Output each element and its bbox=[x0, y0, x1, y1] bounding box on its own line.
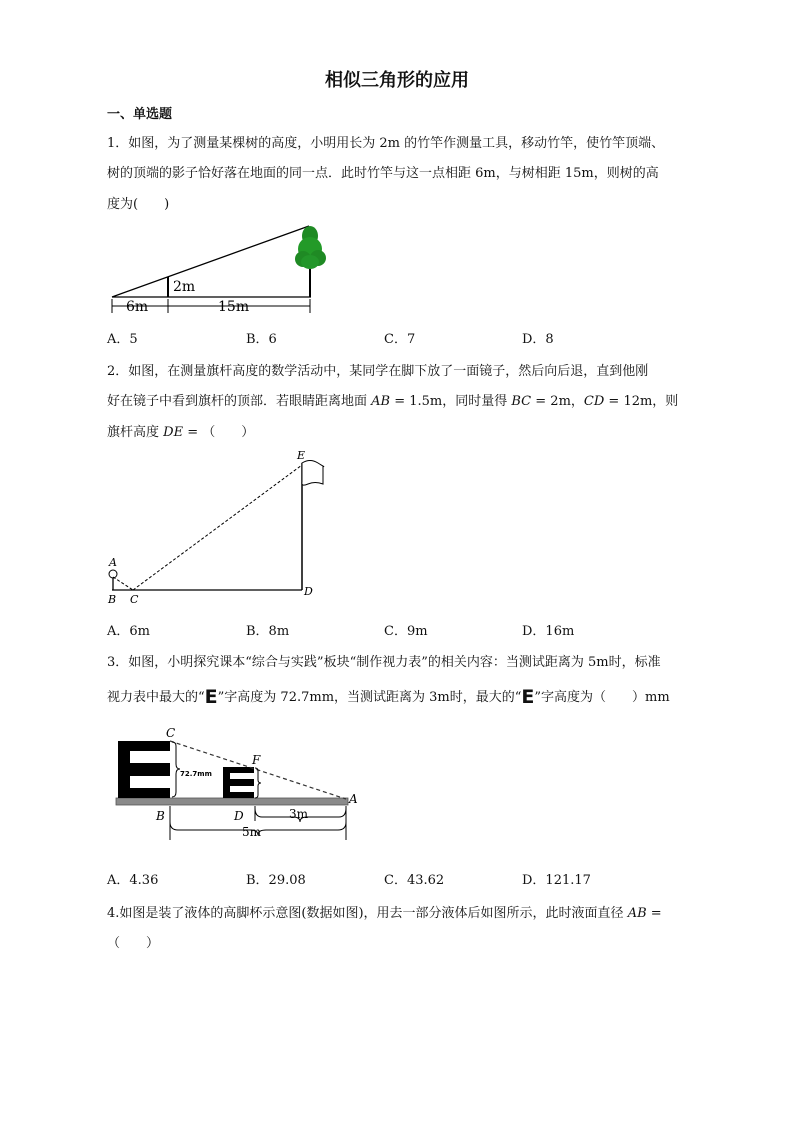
q3-option-c[interactable]: C．43.62 bbox=[384, 873, 445, 888]
q3-label-d: D bbox=[234, 809, 244, 823]
q2-text-line-3: 旗杆高度 DE = （ ） bbox=[107, 425, 255, 440]
q3-label-c: C bbox=[166, 726, 176, 740]
q3-dist2-label: 5m bbox=[242, 825, 262, 839]
big-e-glyph: E bbox=[204, 686, 218, 708]
q2-option-c[interactable]: C．9m bbox=[384, 624, 428, 639]
q1-pole-label: 2m bbox=[173, 279, 196, 295]
q2-option-a[interactable]: A．6m bbox=[107, 624, 150, 639]
q2-text-line-2: 好在镜子中看到旗杆的顶部．若眼睛距离地面 AB = 1.5m，同时量得 BC = 2m，CD = 12m，则 bbox=[107, 394, 679, 409]
q3-height-label: 72.7mm bbox=[180, 770, 212, 778]
q2-option-b[interactable]: B．8m bbox=[246, 624, 290, 639]
q3-height-brace bbox=[172, 742, 180, 797]
q2-label-b: B bbox=[108, 593, 117, 606]
q2-label-a: A bbox=[109, 556, 117, 569]
small-e-letter bbox=[223, 767, 254, 798]
q3-text-line-2: 视力表中最大的“E”字高度为 72.7mm，当测试距离为 3m时，最大的“E”字高度为（ ）mm bbox=[107, 686, 670, 708]
q3-label-f: F bbox=[252, 753, 261, 767]
q2-text-line-1: 2．如图，在测量旗杆高度的数学活动中，某同学在脚下放了一面镜子，然后向后退，直到他刚 bbox=[107, 364, 649, 379]
q2-label-c: C bbox=[130, 593, 139, 606]
q2-label-e: E bbox=[297, 449, 306, 462]
q4-text-line-2: （ ） bbox=[107, 936, 160, 951]
section-heading: 一、单选题 bbox=[107, 107, 173, 122]
q3-label-b: B bbox=[156, 809, 165, 823]
q3-text-line-1: 3．如图，小明探究课本“综合与实践”板块“制作视力表”的相关内容：当测试距离为 5m时，标准 bbox=[107, 655, 661, 670]
q2-option-d[interactable]: D．16m bbox=[522, 624, 575, 639]
big-e-glyph: E bbox=[521, 686, 535, 708]
q1-option-a[interactable]: A．5 bbox=[107, 332, 138, 347]
q3-option-d[interactable]: D．121.17 bbox=[522, 873, 591, 888]
q1-dist2-label: 15m bbox=[218, 299, 250, 315]
q1-option-d[interactable]: D．8 bbox=[522, 332, 554, 347]
q3-option-b[interactable]: B．29.08 bbox=[246, 873, 306, 888]
q3-base-bar bbox=[116, 798, 348, 805]
q3-option-a[interactable]: A．4.36 bbox=[107, 873, 159, 888]
q1-option-b[interactable]: B．6 bbox=[246, 332, 277, 347]
q1-dist1-label: 6m bbox=[126, 299, 149, 315]
q1-option-c[interactable]: C．7 bbox=[384, 332, 416, 347]
q1-text-line-2: 树的顶端的影子恰好落在地面的同一点．此时竹竿与这一点相距 6m，与树相距 15m，则树的高 bbox=[107, 166, 659, 181]
q4-text-line-1: 4.如图是装了液体的高脚杯示意图(数据如图)，用去一部分液体后如图所示，此时液面直径 AB = bbox=[107, 906, 662, 921]
q2-label-d: D bbox=[304, 585, 313, 598]
q3-label-a: A bbox=[349, 792, 358, 806]
q3-small-brace bbox=[255, 768, 261, 798]
q1-text-line-3: 度为( ) bbox=[107, 197, 170, 212]
large-e-letter bbox=[118, 741, 170, 798]
page-title: 相似三角形的应用 bbox=[325, 70, 469, 91]
q1-text-line-1: 1．如图，为了测量某棵树的高度，小明用长为 2m 的竹竿作测量工具，移动竹竿，使竹竿顶端、 bbox=[107, 136, 665, 151]
q3-dist1-label: 3m bbox=[289, 807, 309, 821]
